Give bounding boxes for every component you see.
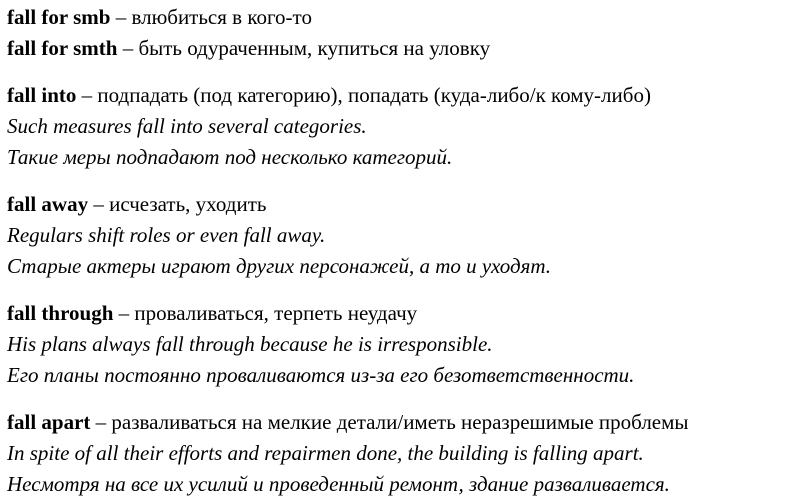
example-english: His plans always fall through because he is irresponsible. (7, 332, 493, 356)
entry-line (7, 33, 792, 64)
term: fall through (7, 301, 114, 325)
entry-line (7, 298, 792, 329)
example-russian: Старые актеры играют других персонажей, а то и уходят. (7, 254, 552, 278)
example-russian: Несмотря на все их усилий и проведенный ремонт, здание разваливается. (7, 472, 670, 496)
definition: – исчезать, уходить (88, 192, 267, 216)
example-english: In spite of all their efforts and repairmen done, the building is falling apart. (7, 441, 644, 465)
spacer (7, 64, 792, 80)
entry-line (7, 80, 792, 111)
definition: – быть одураченным, купиться на уловку (117, 36, 491, 60)
term: fall into (7, 83, 77, 107)
definition: – проваливаться, терпеть неудачу (113, 301, 418, 325)
phrasal-verbs-document (7, 0, 792, 500)
spacer (7, 282, 792, 298)
entry-fall-away (7, 189, 792, 282)
example-russian: Такие меры подпадают под несколько категорий. (7, 145, 453, 169)
example-english: Such measures fall into several categories. (7, 114, 367, 138)
definition: – подпадать (под категорию), попадать (куда-либо/к кому-либо) (76, 83, 651, 107)
spacer (7, 391, 792, 407)
spacer (7, 173, 792, 189)
entry-fall-into (7, 80, 792, 173)
entry-line (7, 2, 792, 33)
entry-fall-through (7, 298, 792, 391)
term: fall away (7, 192, 89, 216)
example-english: Regulars shift roles or even fall away. (7, 223, 326, 247)
example-russian: Его планы постоянно проваливаются из-за его безответственности. (7, 363, 635, 387)
term: fall for smb (7, 5, 111, 29)
entry-fall-for (7, 2, 792, 64)
term: fall for smth (7, 36, 118, 60)
entry-line (7, 189, 792, 220)
entry-line (7, 407, 792, 438)
definition: – влюбиться в кого-то (110, 5, 312, 29)
term: fall apart (7, 410, 91, 434)
definition: – разваливаться на мелкие детали/иметь неразрешимые проблемы (90, 410, 689, 434)
entry-fall-apart (7, 407, 792, 500)
